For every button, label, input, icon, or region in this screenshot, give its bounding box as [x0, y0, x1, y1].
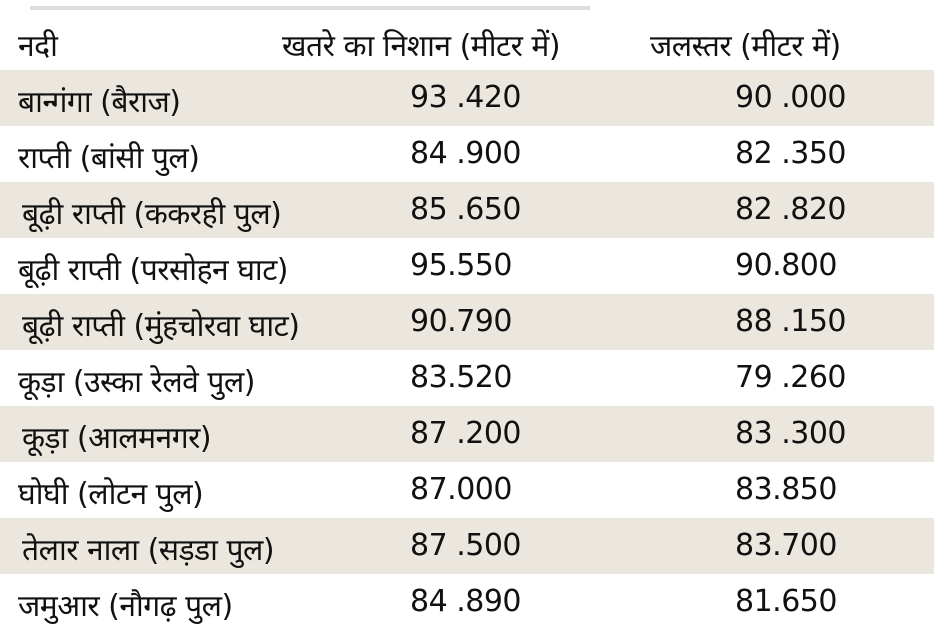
river-name: तेलार नाला (सड़डा पुल) — [22, 533, 275, 568]
danger-mark-value: 87 .200 — [410, 416, 522, 451]
river-name: बूढ़ी राप्ती (परसोहन घाट) — [18, 253, 289, 288]
danger-mark-value: 83.520 — [410, 360, 512, 395]
water-level-value: 82 .820 — [735, 192, 847, 227]
danger-mark-value: 84 .900 — [410, 136, 522, 171]
header-river: नदी — [18, 29, 58, 64]
danger-mark-value: 87 .500 — [410, 528, 522, 563]
table-row — [0, 182, 934, 238]
table-row — [0, 294, 934, 350]
table-row — [0, 406, 934, 462]
river-name: बूढ़ी राप्ती (मुंहचोरवा घाट) — [22, 309, 300, 344]
header-water-level: जलस्तर (मीटर में) — [650, 29, 841, 64]
water-level-value: 90 .000 — [735, 80, 847, 115]
water-level-value: 79 .260 — [735, 360, 847, 395]
table-row — [0, 126, 952, 182]
table-row — [0, 350, 952, 406]
danger-mark-value: 85 .650 — [410, 192, 522, 227]
table-header — [0, 14, 952, 68]
river-name: कूड़ा (आलमनगर) — [22, 421, 212, 456]
river-name: बान्गंगा (बैराज) — [18, 85, 181, 120]
water-level-value: 82 .350 — [735, 136, 847, 171]
water-level-value: 90.800 — [735, 248, 837, 283]
water-level-value: 83.850 — [735, 472, 837, 507]
table-body — [0, 70, 952, 630]
cropped-heading-remnant — [30, 0, 590, 10]
danger-mark-value: 87.000 — [410, 472, 512, 507]
river-name: जमुआर (नौगढ़ पुल) — [18, 589, 233, 624]
table-row — [0, 462, 952, 518]
danger-mark-value: 90.790 — [410, 304, 512, 339]
river-name: घोघी (लोटन पुल) — [18, 477, 204, 512]
danger-mark-value: 84 .890 — [410, 584, 522, 619]
water-level-value: 83 .300 — [735, 416, 847, 451]
header-danger-mark: खतरे का निशान (मीटर में) — [282, 29, 561, 64]
cropped-heading-strip — [0, 0, 952, 12]
table-row — [0, 518, 934, 574]
table-row — [0, 70, 934, 126]
table-row — [0, 238, 952, 294]
table-row — [0, 574, 952, 630]
danger-mark-value: 93 .420 — [410, 80, 522, 115]
river-name: बूढ़ी राप्ती (ककरही पुल) — [22, 197, 282, 232]
river-name: राप्ती (बांसी पुल) — [18, 141, 200, 176]
water-level-value: 81.650 — [735, 584, 837, 619]
river-name: कूड़ा (उस्का रेलवे पुल) — [18, 365, 255, 400]
danger-mark-value: 95.550 — [410, 248, 512, 283]
water-level-value: 88 .150 — [735, 304, 847, 339]
water-level-value: 83.700 — [735, 528, 837, 563]
